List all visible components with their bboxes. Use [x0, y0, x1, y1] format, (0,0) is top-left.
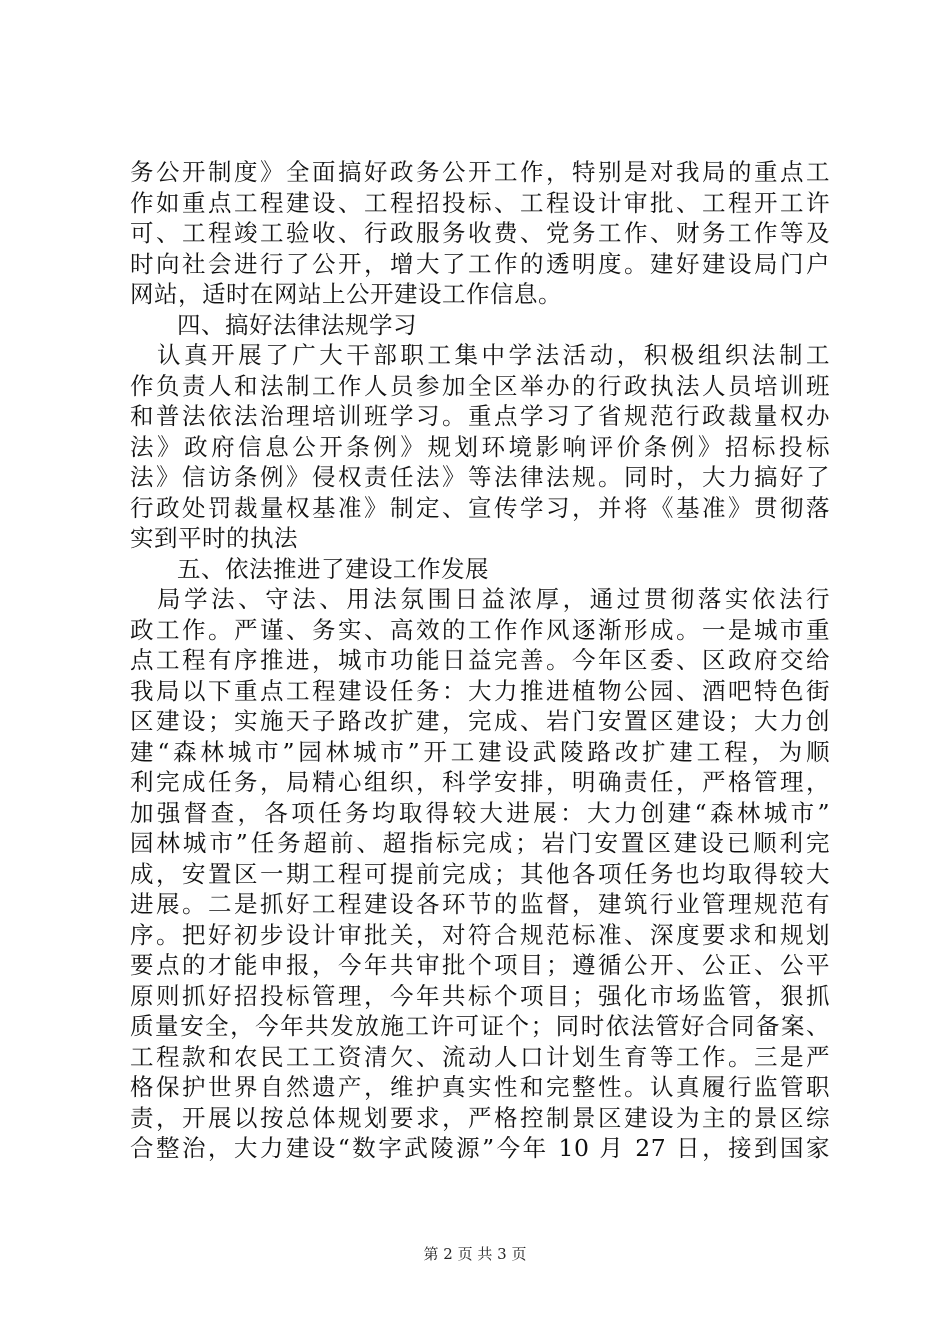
text-line: 利完成任务，局精心组织，科学安排，明确责任，严格管理， — [130, 768, 830, 796]
text-line: 网站，适时在网站上公开建设工作信息。 — [130, 280, 562, 308]
text-line: 格保护世界自然遗产，维护真实性和完整性。认真履行监管职 — [130, 1073, 830, 1101]
text-line: 法》信访条例》侵权责任法》等法律法规。同时，大力搞好了 — [130, 463, 830, 491]
text-line: 责，开展以按总体规划要求，严格控制景区建设为主的景区综 — [130, 1103, 830, 1132]
text-line: 园林城市”任务超前、超指标完成；岩门安置区建设已顺利完 — [130, 829, 830, 857]
text-line: 合整治，大力建设“数字武陵源”今年 10 月 27 日，接到国家 — [130, 1134, 830, 1162]
text-line: 点工程有序推进，城市功能日益完善。今年区委、区政府交给 — [130, 646, 830, 674]
text-line: 进展。二是抓好工程建设各环节的监督，建筑行业管理规范有 — [130, 890, 830, 918]
text-line: 要点的才能申报，今年共审批个项目；遵循公开、公正、公平 — [130, 951, 830, 979]
text-line: 政工作。严谨、务实、高效的工作作风逐渐形成。一是城市重 — [130, 615, 830, 644]
text-line: 时向社会进行了公开，增大了工作的透明度。建好建设局门户 — [130, 249, 830, 278]
text-line: 原则抓好招投标管理，今年共标个项目；强化市场监管，狠抓 — [130, 981, 830, 1010]
text-line: 作如重点工程建设、工程招投标、工程设计审批、工程开工许 — [130, 188, 830, 217]
text-line: 区建设；实施天子路改扩建，完成、岩门安置区建设；大力创 — [130, 707, 830, 735]
text-line: 实到平时的执法 — [130, 524, 298, 552]
section-heading-5: 五、依法推进了建设工作发展 — [177, 554, 489, 583]
document-body — [130, 157, 830, 1164]
page-number-footer: 第 2 页 共 3 页 — [423, 1245, 527, 1263]
text-line: 建“森林城市”园林城市”开工建设武陵路改扩建工程，为顺 — [130, 737, 830, 766]
text-line: 法》政府信息公开条例》规划环境影响评价条例》招标投标 — [130, 432, 830, 461]
text-line: 和普法依法治理培训班学习。重点学习了省规范行政裁量权办 — [130, 402, 830, 430]
section-heading-4: 四、搞好法律法规学习 — [177, 310, 417, 339]
text-line: 行政处罚裁量权基准》制定、宣传学习，并将《基准》贯彻落 — [130, 493, 830, 522]
text-line: 局学法、守法、用法氛围日益浓厚，通过贯彻落实依法行 — [130, 585, 830, 613]
text-line: 质量安全，今年共发放施工许可证个；同时依法管好合同备案、 — [130, 1012, 830, 1040]
text-line: 认真开展了广大干部职工集中学法活动，积极组织法制工 — [130, 341, 830, 369]
text-line: 成，安置区一期工程可提前完成；其他各项任务也均取得较大 — [130, 859, 830, 888]
text-line: 作负责人和法制工作人员参加全区举办的行政执法人员培训班 — [130, 371, 830, 400]
text-line: 我局以下重点工程建设任务：大力推进植物公园、酒吧特色街 — [130, 676, 830, 705]
text-line: 可、工程竣工验收、行政服务收费、党务工作、财务工作等及 — [130, 219, 830, 247]
text-line: 务公开制度》全面搞好政务公开工作，特别是对我局的重点工 — [130, 158, 830, 186]
text-line: 序。把好初步设计审批关，对符合规范标准、深度要求和规划 — [130, 920, 830, 949]
text-line: 加强督查，各项任务均取得较大进展：大力创建“森林城市” — [130, 798, 830, 827]
text-line: 工程款和农民工工资清欠、流动人口计划生育等工作。三是严 — [130, 1042, 830, 1071]
